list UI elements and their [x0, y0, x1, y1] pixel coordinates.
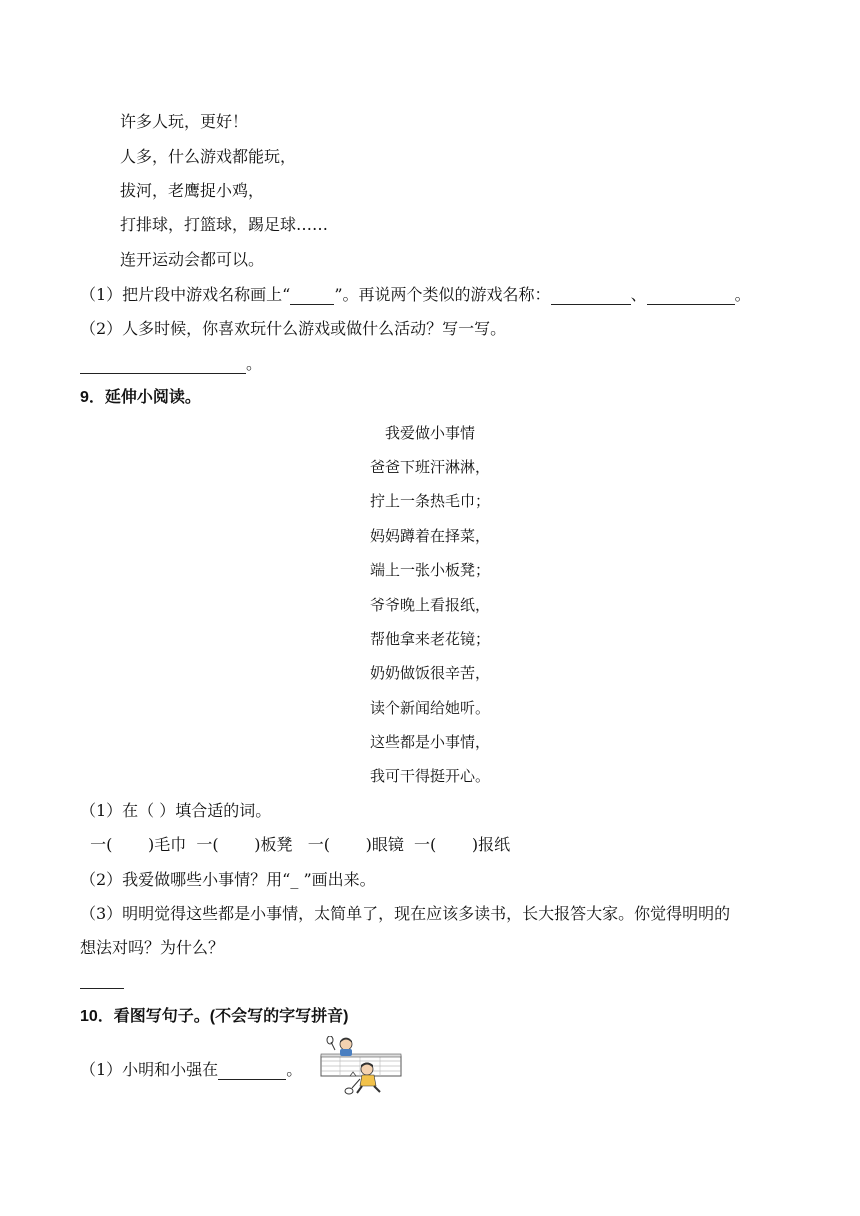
answer-blank[interactable] — [218, 1063, 286, 1080]
poem-line: 端上一张小板凳； — [369, 561, 490, 579]
poem-excerpt-line: 拔河，老鹰捉小鸡， — [120, 181, 265, 200]
q8-sub2: （2）人多时候，你喜欢玩什么游戏或做什么活动？写一写。 — [80, 319, 507, 338]
poem-excerpt-line: 打排球，打篮球，踢足球…… — [120, 215, 329, 234]
poem-excerpt-line: 许多人玩，更好！ — [120, 112, 249, 131]
q9-sub1: （1）在（ ）填合适的词。 — [80, 801, 272, 820]
q9-fill-blanks[interactable]: 一( )毛巾 一( )板凳 一( )眼镜 一( )报纸 — [80, 835, 511, 854]
poem-line: 拧上一条热毛巾； — [369, 492, 490, 510]
q9-sub3-line2: 想法对吗？为什么？ — [80, 938, 225, 957]
q9-heading: 9．延伸小阅读。 — [80, 389, 201, 406]
q9-answer-line[interactable] — [80, 988, 124, 989]
poem-line: 帮他拿来老花镜； — [369, 630, 490, 648]
q10-sub1: （1）小明和小强在 。 — [80, 1060, 303, 1079]
poem-excerpt-line: 人多，什么游戏都能玩， — [120, 147, 297, 166]
badminton-icon — [320, 1036, 402, 1096]
poem-excerpt-line: 连开运动会都可以。 — [120, 250, 265, 269]
answer-blank[interactable] — [551, 288, 631, 305]
q9-sub2: （2）我爱做哪些小事情？用“_ ”画出来。 — [80, 870, 376, 889]
badminton-players-illustration — [320, 1036, 402, 1096]
poem-line: 奶奶做饭很辛苦， — [369, 664, 490, 682]
q8-answer-line: 。 — [80, 354, 262, 374]
poem-line: 妈妈蹲着在择菜， — [369, 527, 490, 545]
poem-line: 我可干得挺开心。 — [369, 767, 490, 785]
answer-blank[interactable] — [80, 357, 246, 374]
q9-sub3-line1: （3）明明觉得这些都是小事情，太简单了，现在应该多读书，长大报答大家。你觉得明明的 — [80, 904, 731, 923]
q10-heading: 10．看图写句子。(不会写的字写拼音) — [80, 1008, 349, 1025]
answer-blank[interactable] — [290, 288, 334, 305]
poem-title: 我爱做小事情 — [384, 424, 475, 442]
poem-line: 爸爸下班汗淋淋， — [369, 458, 490, 476]
poem-line: 读个新闻给她听。 — [369, 699, 490, 717]
poem-line: 爷爷晚上看报纸， — [369, 596, 490, 614]
poem-line: 这些都是小事情， — [369, 733, 490, 751]
q8-sub1: （1）把片段中游戏名称画上“ ”。再说两个类似的游戏名称： 、 。 — [80, 285, 751, 304]
answer-blank[interactable] — [647, 288, 735, 305]
